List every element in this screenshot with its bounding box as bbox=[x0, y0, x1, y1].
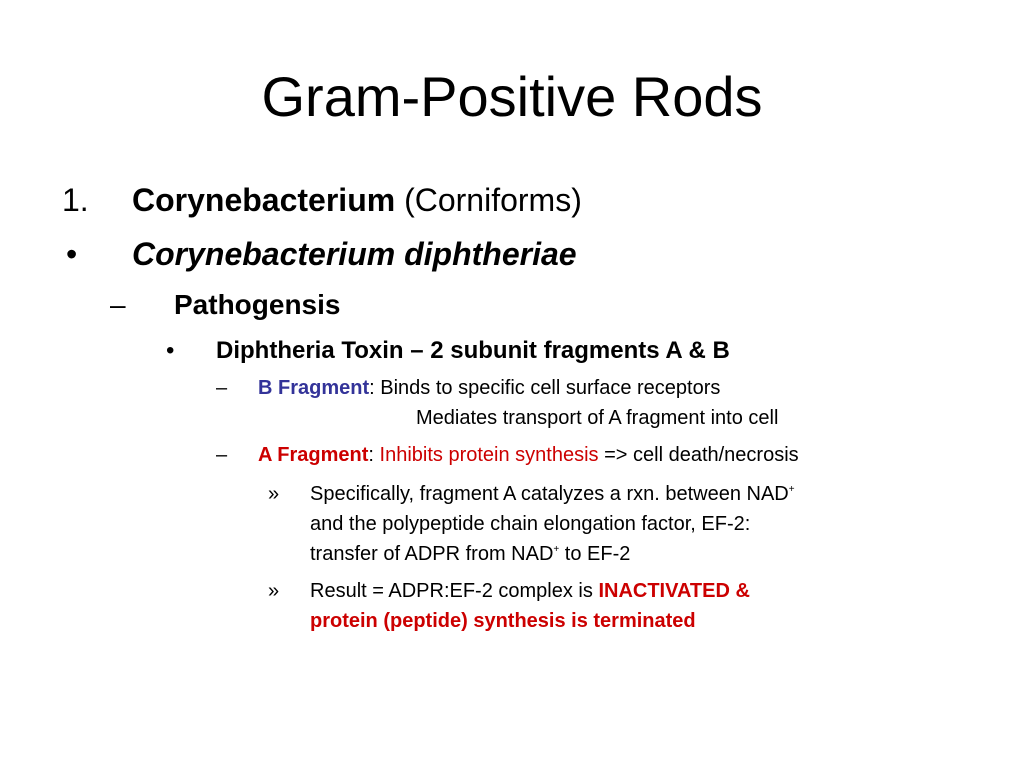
detail2-marker: » bbox=[268, 580, 280, 602]
item1-label: Corynebacterium bbox=[132, 182, 396, 218]
b-fragment-dash: – bbox=[216, 377, 228, 399]
item1-line bbox=[132, 180, 582, 220]
detail1-line3-sup: + bbox=[553, 544, 560, 555]
detail1-line3 bbox=[310, 539, 630, 569]
toxin-label: Diphtheria Toxin – 2 subunit fragments A & B bbox=[216, 337, 730, 364]
detail1-marker: » bbox=[268, 483, 280, 505]
pathogenesis-dash: – bbox=[110, 289, 126, 320]
detail1-line3-a: transfer of ADPR from NAD bbox=[310, 543, 554, 565]
a-fragment-label: A Fragment bbox=[258, 444, 369, 466]
slide-title: Gram-Positive Rods bbox=[261, 65, 763, 128]
species-label: Corynebacterium diphtheriae bbox=[132, 236, 577, 272]
a-fragment-rest: => cell death/necrosis bbox=[598, 444, 799, 466]
detail1-line1 bbox=[310, 479, 795, 509]
detail2-line1 bbox=[310, 576, 750, 606]
b-fragment-line1 bbox=[258, 373, 720, 403]
detail1-line2: and the polypeptide chain elongation factor, EF-2: bbox=[310, 513, 751, 535]
b-fragment-colon: : bbox=[369, 377, 375, 399]
item1-paren: (Corniforms) bbox=[404, 182, 582, 218]
detail1-line1-sup: + bbox=[788, 484, 795, 495]
toxin-bullet: • bbox=[166, 337, 175, 364]
a-fragment-dash: – bbox=[216, 444, 228, 466]
pathogenesis-label: Pathogensis bbox=[174, 289, 341, 320]
b-fragment-line2: Mediates transport of A fragment into cell bbox=[416, 407, 779, 429]
detail1-line1-text: Specifically, fragment A catalyzes a rxn. between NAD bbox=[310, 483, 789, 505]
a-fragment-highlight: Inhibits protein synthesis bbox=[379, 444, 599, 466]
detail2-line1-text: Result = ADPR:EF-2 complex is bbox=[310, 580, 599, 602]
b-fragment-text1: Binds to specific cell surface receptors bbox=[374, 377, 721, 399]
a-fragment-colon: : bbox=[368, 444, 374, 466]
item1-number: 1. bbox=[62, 182, 89, 218]
b-fragment-label: B Fragment bbox=[258, 377, 370, 399]
detail1-line3-b: to EF-2 bbox=[559, 543, 631, 565]
detail2-line1-red: INACTIVATED & bbox=[598, 580, 750, 602]
detail2-line2: protein (peptide) synthesis is terminated bbox=[310, 610, 696, 632]
species-bullet: • bbox=[66, 236, 78, 272]
a-fragment-line bbox=[258, 440, 799, 470]
